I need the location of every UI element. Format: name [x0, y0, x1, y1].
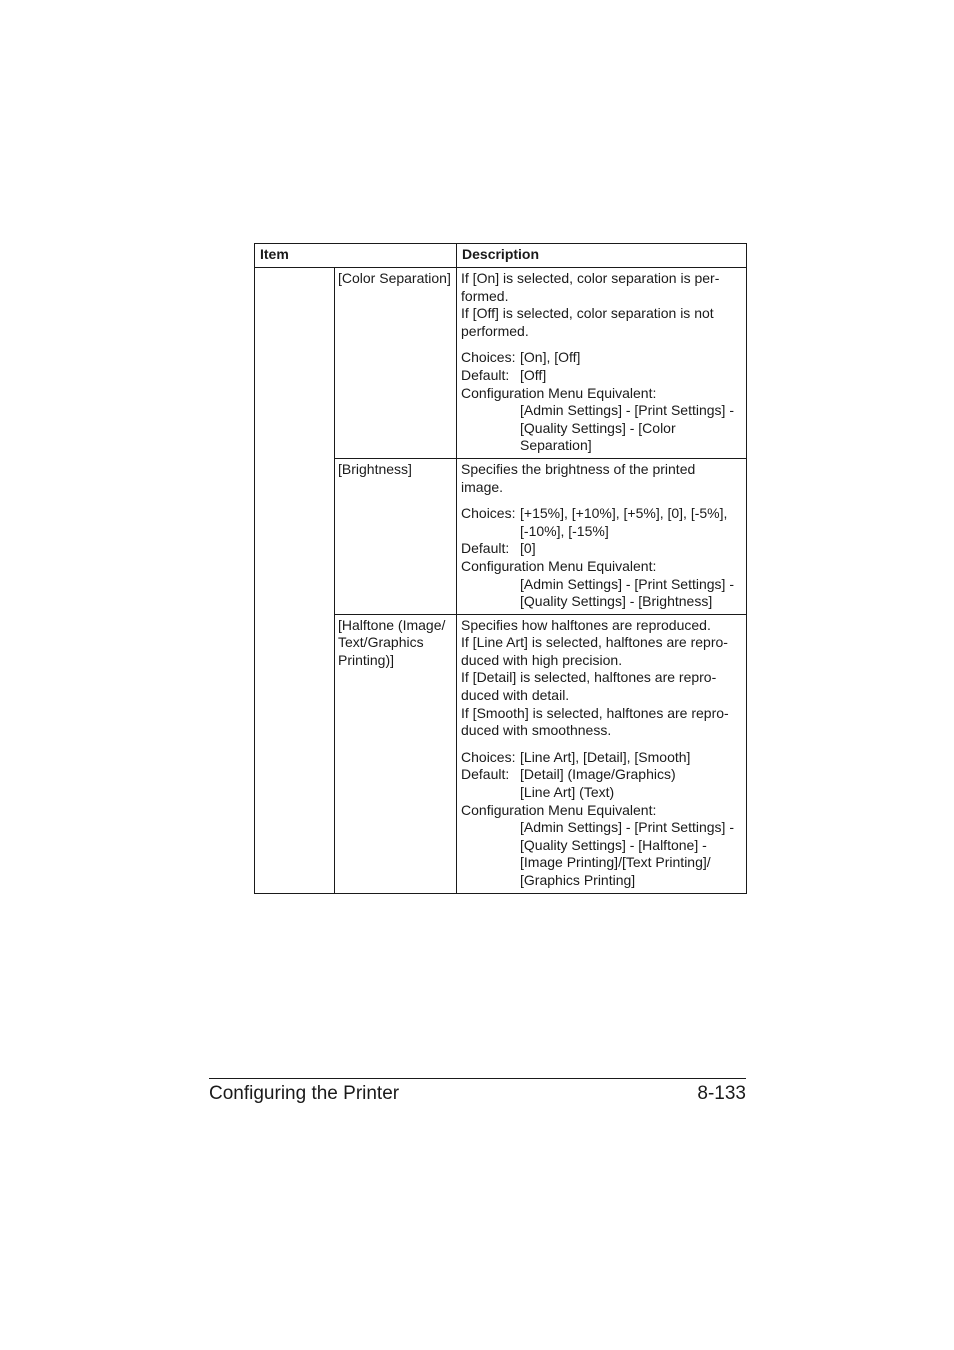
table-row: [255, 268, 747, 459]
footer-title: Configuring the Printer: [209, 1083, 400, 1104]
description-line: formed.: [461, 287, 509, 304]
description-line: performed.: [461, 322, 529, 339]
description-line: If [Off] is selected, color separation is not: [461, 305, 714, 322]
description-line: duced with detail.: [461, 687, 570, 704]
description-line: If [Line Art] is selected, halftones are repro-: [461, 634, 728, 651]
description-line: If [Smooth] is selected, halftones are repro-: [461, 704, 729, 721]
default-label: Default:: [461, 540, 510, 557]
choices-value-line: [-10%], [-15%]: [520, 522, 609, 539]
parent-item-cell: [255, 268, 335, 894]
choices-row: [461, 749, 744, 767]
default-row: [461, 766, 744, 801]
config-path-line: [Quality Settings] - [Color: [520, 419, 676, 436]
choices-value-line: [+15%], [+10%], [+5%], [0], [-5%],: [520, 505, 728, 522]
settings-table: [254, 243, 747, 894]
config-path-line: [Graphics Printing]: [520, 872, 636, 888]
footer-divider: [209, 1078, 746, 1079]
item-halftone: [Halftone (Image/ Text/Graphics Printing)]: [335, 614, 457, 893]
description-brightness: [457, 458, 747, 614]
default-label: Default:: [461, 766, 510, 783]
default-value-line: [Detail] (Image/Graphics): [520, 766, 676, 783]
item-color-separation: [Color Separation]: [335, 268, 457, 459]
choices-row: [461, 505, 744, 540]
default-label: Default:: [461, 366, 510, 383]
description-line: If [On] is selected, color separation is per-: [461, 270, 720, 286]
description-line: If [Detail] is selected, halftones are repro-: [461, 669, 717, 686]
config-path-line: [Admin Settings] - [Print Settings] -: [520, 402, 734, 419]
config-path-line: [Image Printing]/[Text Printing]/: [520, 854, 711, 871]
description-line: Specifies how halftones are reproduced.: [461, 616, 711, 633]
default-value: [520, 766, 744, 801]
default-row: [461, 540, 744, 558]
choices-row: [461, 349, 744, 367]
choices-label: Choices:: [461, 349, 516, 366]
default-value: [Off]: [520, 366, 547, 383]
page-number: 8-133: [697, 1083, 746, 1104]
choices-value: [On], [Off]: [520, 349, 581, 366]
config-path-line: [Quality Settings] - [Brightness]: [520, 593, 713, 610]
config-path-line: [Admin Settings] - [Print Settings] -: [520, 819, 734, 836]
config-label: Configuration Menu Equivalent:: [461, 801, 657, 818]
header-item: Item: [255, 244, 457, 268]
table-header-row: [255, 244, 747, 268]
description-line: Specifies the brightness of the printed: [461, 460, 696, 477]
config-path-line: [Quality Settings] - [Halftone] -: [520, 836, 707, 853]
description-color-separation: [457, 268, 747, 459]
choices-label: Choices:: [461, 505, 516, 522]
config-label: Configuration Menu Equivalent:: [461, 557, 657, 574]
default-value: [0]: [520, 540, 536, 557]
description-halftone: [457, 614, 747, 893]
config-path-line: [Admin Settings] - [Print Settings] -: [520, 575, 734, 592]
description-line: image.: [461, 478, 504, 495]
header-description: Description: [457, 244, 747, 268]
config-path-line: Separation]: [520, 437, 592, 454]
item-brightness: [Brightness]: [335, 458, 457, 614]
config-label: Configuration Menu Equivalent:: [461, 384, 657, 401]
default-row: [461, 367, 744, 385]
default-value-line: [Line Art] (Text): [520, 784, 615, 801]
description-line: duced with high precision.: [461, 651, 623, 668]
choices-label: Choices:: [461, 748, 516, 765]
choices-value: [Line Art], [Detail], [Smooth]: [520, 748, 691, 765]
choices-value: [520, 505, 744, 540]
description-line: duced with smoothness.: [461, 722, 612, 739]
